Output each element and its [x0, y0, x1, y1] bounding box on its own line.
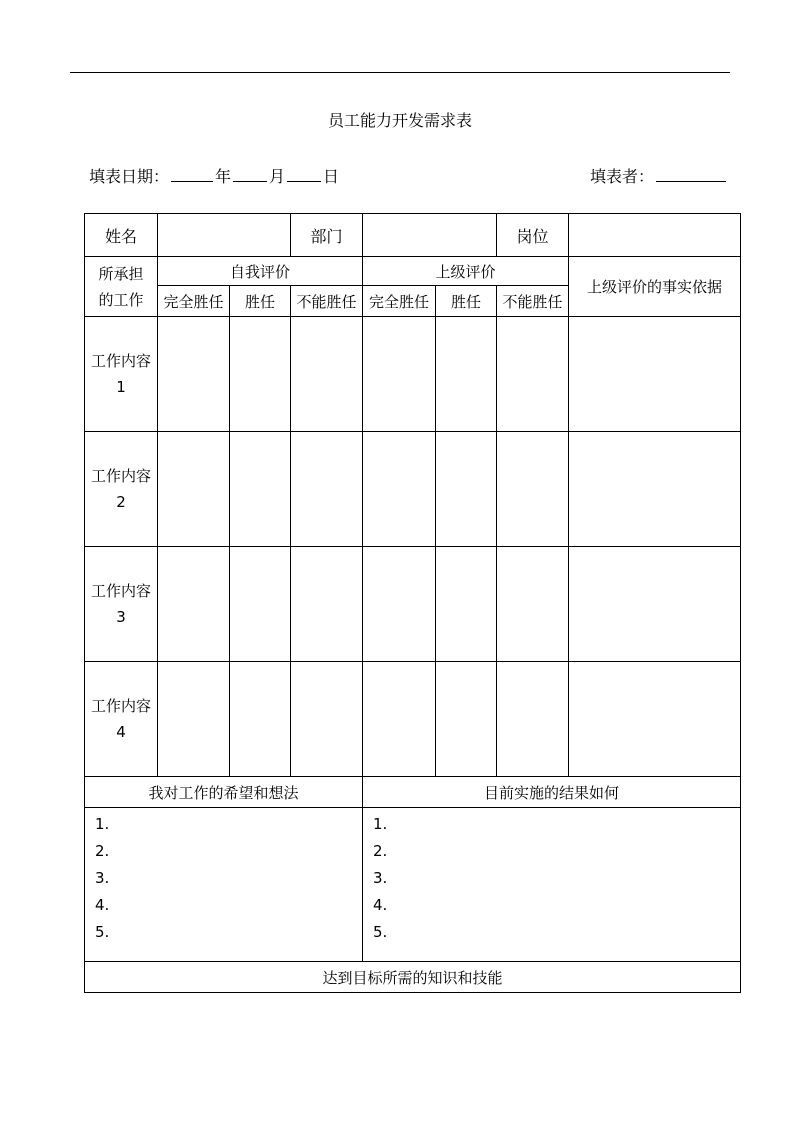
self-full-competent: 完全胜任 — [158, 286, 230, 317]
self-comp-cell[interactable] — [230, 547, 291, 662]
sup-full-cell[interactable] — [363, 547, 436, 662]
top-rule — [70, 72, 730, 73]
evidence-header: 上级评价的事实依据 — [569, 257, 741, 317]
list-item: 3. — [95, 869, 110, 887]
table-row — [85, 547, 741, 662]
skills-header: 达到目标所需的知识和技能 — [85, 962, 741, 993]
hopes-header: 我对工作的希望和想法 — [85, 777, 363, 808]
sup-full-cell[interactable] — [363, 662, 436, 777]
sup-full-competent: 完全胜任 — [363, 286, 436, 317]
self-full-cell[interactable] — [158, 547, 230, 662]
self-full-cell[interactable] — [158, 432, 230, 547]
self-comp-cell[interactable] — [230, 317, 291, 432]
self-not-cell[interactable] — [291, 547, 363, 662]
work-item-text: 工作内容 — [90, 467, 151, 485]
work-item-num: 3 — [116, 608, 126, 626]
work-item-text: 工作内容 — [90, 697, 151, 715]
results-list[interactable] — [363, 808, 741, 962]
work-item-label — [85, 317, 158, 432]
list-item: 3. — [373, 869, 388, 887]
work-item-num: 2 — [116, 493, 126, 511]
table-row — [85, 432, 741, 547]
results-header: 目前实施的结果如何 — [363, 777, 741, 808]
work-item-label — [85, 432, 158, 547]
self-not-cell[interactable] — [291, 432, 363, 547]
fill-date-label: 填表日期： — [89, 167, 170, 186]
list-item: 4. — [373, 896, 388, 914]
evidence-cell[interactable] — [569, 662, 741, 777]
sup-not-cell[interactable] — [497, 547, 569, 662]
work-item-text: 工作内容 — [90, 352, 151, 370]
self-not-cell[interactable] — [291, 662, 363, 777]
self-competent: 胜任 — [230, 286, 291, 317]
work-item-text: 工作内容 — [90, 582, 151, 600]
year-label: 年 — [215, 167, 232, 186]
sup-full-cell[interactable] — [363, 317, 436, 432]
evidence-cell[interactable] — [569, 432, 741, 547]
sup-not-cell[interactable] — [497, 317, 569, 432]
list-item: 5. — [373, 923, 388, 941]
sup-not-cell[interactable] — [497, 432, 569, 547]
work-col-header: 所承担的工作 — [85, 257, 158, 317]
day-blank[interactable] — [287, 165, 321, 182]
sup-comp-cell[interactable] — [436, 432, 497, 547]
month-blank[interactable] — [233, 165, 267, 182]
work-item-label — [85, 547, 158, 662]
sup-comp-cell[interactable] — [436, 547, 497, 662]
month-label: 月 — [269, 167, 286, 186]
position-label: 岗位 — [497, 214, 569, 257]
form-table — [84, 213, 741, 993]
sup-competent: 胜任 — [436, 286, 497, 317]
table-row — [85, 317, 741, 432]
department-label: 部门 — [291, 214, 363, 257]
self-not-competent: 不能胜任 — [291, 286, 363, 317]
list-item: 5. — [95, 923, 110, 941]
name-field[interactable] — [158, 214, 291, 257]
self-comp-cell[interactable] — [230, 432, 291, 547]
list-item: 1. — [95, 815, 110, 833]
self-comp-cell[interactable] — [230, 662, 291, 777]
position-field[interactable] — [569, 214, 741, 257]
evidence-cell[interactable] — [569, 547, 741, 662]
list-item: 1. — [373, 815, 388, 833]
sup-comp-cell[interactable] — [436, 662, 497, 777]
name-label: 姓名 — [85, 214, 158, 257]
self-eval-header: 自我评价 — [158, 257, 363, 286]
sup-comp-cell[interactable] — [436, 317, 497, 432]
fill-date — [89, 165, 339, 188]
year-blank[interactable] — [171, 165, 213, 182]
filler-label: 填表者： — [590, 167, 655, 186]
self-not-cell[interactable] — [291, 317, 363, 432]
evidence-cell[interactable] — [569, 317, 741, 432]
department-field[interactable] — [363, 214, 497, 257]
filler-blank[interactable] — [656, 165, 726, 182]
sup-full-cell[interactable] — [363, 432, 436, 547]
sup-not-cell[interactable] — [497, 662, 569, 777]
work-item-num: 1 — [116, 378, 126, 396]
day-label: 日 — [323, 167, 340, 186]
page-title: 员工能力开发需求表 — [327, 111, 472, 130]
self-full-cell[interactable] — [158, 317, 230, 432]
work-item-num: 4 — [116, 723, 126, 741]
list-item: 2. — [373, 842, 388, 860]
list-item: 2. — [95, 842, 110, 860]
superior-eval-header: 上级评价 — [363, 257, 569, 286]
sup-not-competent: 不能胜任 — [497, 286, 569, 317]
table-row — [85, 662, 741, 777]
filler — [590, 165, 728, 188]
self-full-cell[interactable] — [158, 662, 230, 777]
list-item: 4. — [95, 896, 110, 914]
work-item-label — [85, 662, 158, 777]
hopes-list[interactable] — [85, 808, 363, 962]
